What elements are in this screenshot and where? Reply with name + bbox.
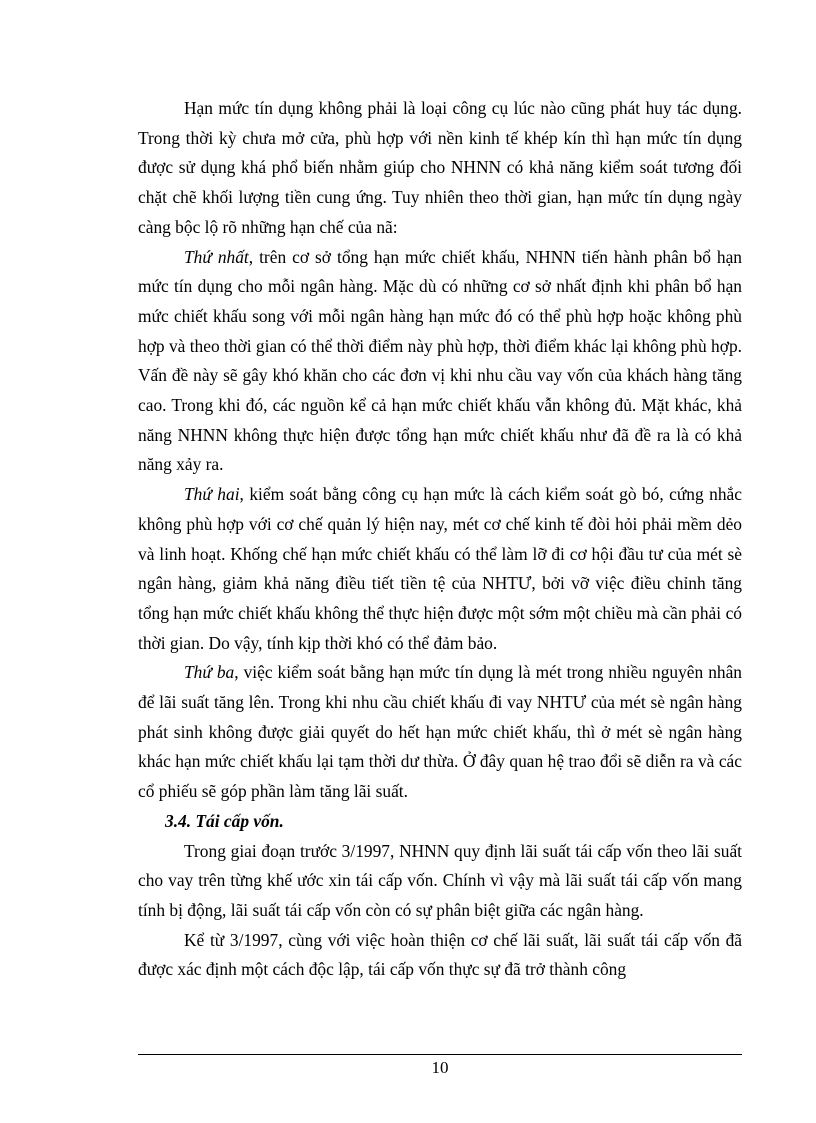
page-number: 10	[431, 1058, 449, 1077]
footer-divider	[138, 1054, 742, 1055]
paragraph-refinancing-before	[138, 837, 742, 926]
paragraph-lead: Thứ nhất	[184, 246, 249, 267]
paragraph-lead: Thứ ba	[184, 662, 235, 683]
document-body	[138, 94, 742, 985]
section-heading: 3.4. Tái cấp vốn.	[165, 810, 284, 831]
paragraph-text: Kể từ 3/1997, cùng với việc hoàn thiện cơ chế lãi suất, lãi suất tái cấp vốn đã được xác định một cách độc lập, tái cấp vốn thực sự đã trở thành công	[138, 929, 742, 980]
paragraph-text: Hạn mức tín dụng không phải là loại công cụ lúc nào cũng phát huy tác dụng. Trong thời kỳ chưa mở cửa, phù hợp với nền kinh tế khép kín thì hạn mức tín dụng được sử dụng khá phổ biến nhằm giúp cho NHNN có khả năng kiểm soát tương đối chặt chẽ khối lượng tiền cung ứng. Tuy nhiên theo thời gian, hạn mức tín dụng ngày càng bộc lộ rõ những hạn chế của nã:	[138, 98, 742, 237]
paragraph-intro	[138, 94, 742, 243]
paragraph-lead: Thứ hai	[184, 484, 240, 505]
paragraph-text: , việc kiểm soát bằng hạn mức tín dụng là mét trong nhiều nguyên nhân để lãi suất tăng lên. Trong khi nhu cầu chiết khấu đi vay NHTƯ của mét sè ngân hàng phát sinh không được giải quyết do hết hạn mức chiết khấu, thì ở mét sè ngân hàng khác hạn mức chiết khấu lại tạm thời dư thừa. Ở đây quan hệ trao đổi sẽ diễn ra và các cổ phiếu sẽ góp phần làm tăng lãi suất.	[138, 662, 742, 802]
paragraph-text: , trên cơ sở tổng hạn mức chiết khấu, NHNN tiến hành phân bổ hạn mức tín dụng cho mỗi ngân hàng. Mặc dù có những cơ sở nhất định khi phân bổ hạn mức chiết khấu song với mỗi ngân hàng hạn mức đó có thể phù hợp hoặc không phù hợp và theo thời gian có thể thời điểm này phù hợp, thời điểm khác lại không phù hợp. Vấn đề này sẽ gây khó khăn cho các đơn vị khi nhu cầu vay vốn của khách hàng tăng cao. Trong khi đó, các nguồn kể cả hạn mức chiết khấu vẫn không đủ. Mặt khác, khả năng NHNN không thực hiện được tổng hạn mức chiết khấu như đã đề ra là có khả năng xảy ra.	[138, 246, 742, 475]
paragraph-text: Trong giai đoạn trước 3/1997, NHNN quy định lãi suất tái cấp vốn theo lãi suất cho vay trên từng khế ước xin tái cấp vốn. Chính vì vậy mà lãi suất tái cấp vốn mang tính bị động, lãi suất tái cấp vốn còn có sự phân biệt giữa các ngân hàng.	[138, 840, 742, 920]
paragraph-second-point	[138, 480, 742, 658]
paragraph-text: , kiểm soát bằng công cụ hạn mức là cách kiểm soát gò bó, cứng nhắc không phù hợp với cơ chế quản lý hiện nay, mét cơ chế kinh tế đòi hỏi phải mềm dẻo và linh hoạt. Khống chế hạn mức chiết khấu có thể làm lỡ đi cơ hội đầu tư của mét sè ngân hàng, giảm khả năng điều tiết tiền tệ của NHTƯ, bởi vỡ việc điều chỉnh tăng tổng hạn mức chiết khấu không thể thực hiện được một sớm một chiều mà cần phải có thời gian. Do vậy, tính kịp thời khó có thể đảm bảo.	[138, 484, 742, 653]
paragraph-third-point	[138, 658, 742, 807]
paragraph-refinancing-since	[138, 926, 742, 985]
paragraph-first-point	[138, 243, 742, 481]
